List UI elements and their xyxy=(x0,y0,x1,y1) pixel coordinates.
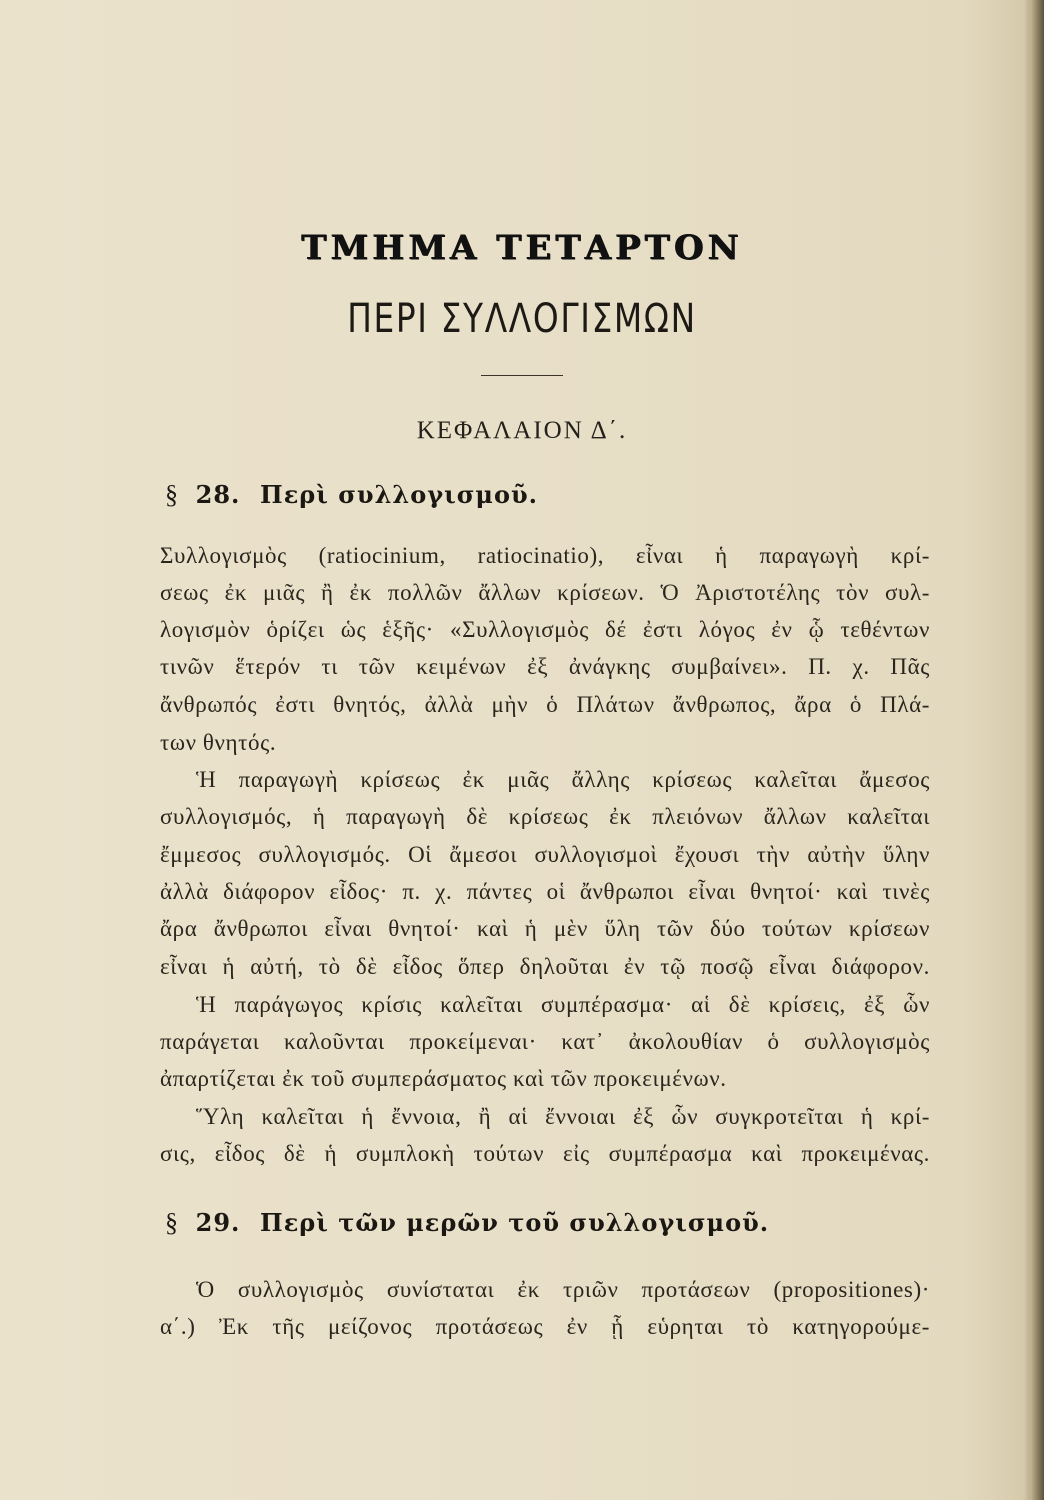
text-line: ἀπαρτίζεται ἐκ τοῦ συμπεράσματος καὶ τῶν προκειμένων. xyxy=(160,1066,727,1091)
text-line: Ἡ παραγωγὴ κρίσεως ἐκ μιᾶς ἄλλης κρίσεως καλεῖται ἄμεσος xyxy=(196,767,930,792)
text-line: των θνητός. xyxy=(160,730,277,755)
text-line: ἔμμεσος συλλογισμός. Οἱ ἄμεσοι συλλογισμοὶ ἔχουσι τὴν αὐτὴν ὕλην xyxy=(160,842,930,867)
page-binding-edge xyxy=(1030,0,1044,1500)
text-line: ἀλλὰ διάφορον εἶδος· π. χ. πάντες οἱ ἄνθρωποι εἶναι θνητοί· καὶ τινὲς xyxy=(160,879,930,904)
text-line: σεως ἐκ μιᾶς ἢ ἐκ πολλῶν ἄλλων κρίσεων. Ὁ Ἀριστοτέλης τὸν συλ- xyxy=(160,580,930,605)
subject-title: ΠΕΡΙ ΣΥΛΛΟΓΙΣΜΩΝ xyxy=(347,296,697,342)
section-mark: § xyxy=(165,1208,178,1237)
section-mark: § xyxy=(165,480,178,509)
section-28-heading xyxy=(165,480,925,510)
section-title: Περὶ τῶν μερῶν τοῦ συλλογισμοῦ. xyxy=(260,1208,770,1237)
section-29-heading xyxy=(165,1208,925,1238)
chapter-heading: ΚΕΦΑΛΑΙΟΝ Δ΄. xyxy=(416,417,628,444)
text-line: εἶναι ἡ αὐτή, τὸ δὲ εἶδος ὅπερ δηλοῦται ἐν τῷ ποσῷ εἶναι διάφορον. xyxy=(160,954,930,979)
text-line: τινῶν ἕτερόν τι τῶν κειμένων ἐξ ἀνάγκης συμβαίνει». Π. χ. Πᾶς xyxy=(160,654,930,679)
text-line: α΄.) Ἐκ τῆς μείζονος προτάσεως ἐν ᾗ εὑρηται τὸ κατηγορούμε- xyxy=(160,1314,930,1339)
text-line: σις, εἶδος δὲ ἡ συμπλοκὴ τούτων εἰς συμπέρασμα καὶ προκειμένας. xyxy=(160,1141,930,1166)
text-line: ἄνθρωπός ἐστι θνητός, ἀλλὰ μὴν ὁ Πλάτων ἄνθρωπος, ἄρα ὁ Πλά- xyxy=(160,692,930,717)
text-line: ἄρα ἄνθρωποι εἶναι θνητοί· καὶ ἡ μὲν ὕλη τῶν δύο τούτων κρίσεων xyxy=(160,916,930,941)
text-line: παράγεται καλοῦνται προκείμεναι· κατ᾽ ἀκολουθίαν ὁ συλλογισμὸς xyxy=(160,1029,930,1054)
text-line: Ὁ συλλογισμὸς συνίσταται ἐκ τριῶν προτάσεων (propositiones)· xyxy=(196,1277,930,1302)
text-line: συλλογισμός, ἡ παραγωγὴ δὲ κρίσεως ἐκ πλειόνων ἄλλων καλεῖται xyxy=(160,804,930,829)
text-line: λογισμὸν ὁρίζει ὡς ἑξῆς· «Συλλογισμὸς δέ ἐστι λόγος ἐν ᾧ τεθέντων xyxy=(160,617,930,642)
text-line: Συλλογισμὸς (ratiocinium, ratiocinatio), εἶναι ἡ παραγωγὴ κρί- xyxy=(160,543,930,568)
part-heading: ΤΜΗΜΑ ΤΕΤΑΡΤΟΝ xyxy=(301,228,743,268)
section-number: 29. xyxy=(195,1208,241,1237)
section-number: 28. xyxy=(195,480,241,509)
text-line: Ὕλη καλεῖται ἡ ἔννοια, ἢ αἱ ἔννοιαι ἐξ ὧν συγκροτεῖται ἡ κρί- xyxy=(196,1104,930,1129)
text-line: Ἡ παράγωγος κρίσις καλεῖται συμπέρασμα· αἱ δὲ κρίσεις, ἐξ ὧν xyxy=(196,992,930,1017)
title-divider xyxy=(481,375,563,376)
section-title: Περὶ συλλογισμοῦ. xyxy=(260,480,538,509)
